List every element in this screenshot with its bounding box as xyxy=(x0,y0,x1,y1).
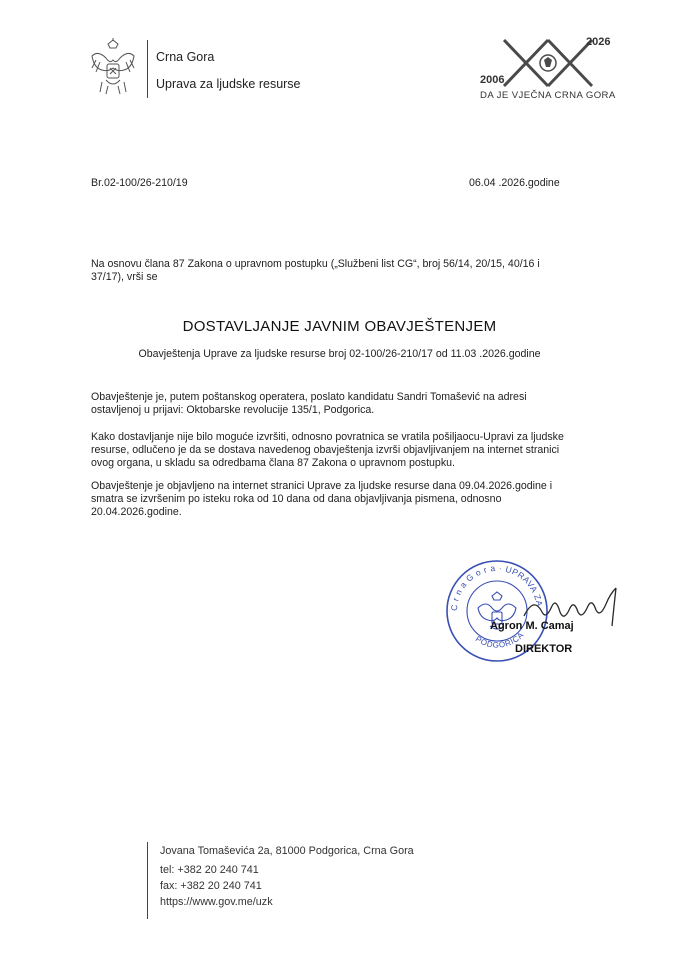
anniversary-year-end: 2026 xyxy=(586,36,611,48)
paragraph-line: Kako dostavljanje nije bilo moguće izvršiti, odnosno povratnica se vratila pošiljaocu-Upravi za ljudske xyxy=(91,431,564,443)
intro-line-1: Na osnovu člana 87 Zakona o upravnom postupku („Službeni list CG“, broj 56/14, 20/15, 40/16 i xyxy=(91,258,540,270)
document-title: DOSTAVLJANJE JAVNIM OBAVJEŠTENJEM xyxy=(182,318,497,335)
anniversary-year-start: 2006 xyxy=(480,74,505,86)
intro-line-2: 37/17), vrši se xyxy=(91,271,158,284)
svg-text:C r n a G o r a · UPRAVA ZA L: C r n a G o r a · UPRAVA ZA xyxy=(448,562,545,612)
paragraph-line: Obavještenje je objavljeno na internet stranici Uprave za ljudske resurse dana 09.04.2026.godine i xyxy=(91,480,553,492)
paragraph-line: Obavještenje je, putem poštanskog operatera, poslato kandidatu Sandri Tomašević na adresi xyxy=(91,391,527,403)
svg-text:PODGORICA: PODGORICA xyxy=(473,630,526,650)
paragraph-3 xyxy=(91,480,611,520)
paragraph-line: ostavljenoj u prijavi: Oktobarske revolucije 135/1, Podgorica. xyxy=(91,404,375,417)
footer-contact xyxy=(160,843,414,910)
document-subtitle: Obavještenja Uprave za ljudske resurse broj 02-100/26-210/17 od 11.03 .2026.godine xyxy=(138,348,541,360)
signatory-role: DIREKTOR xyxy=(515,643,573,655)
footer-tel: tel: +382 20 240 741 xyxy=(160,864,259,876)
paragraph-line: ovog organa, u skladu sa odredbama člana 87 Zakona o upravnom postupku. xyxy=(91,457,455,470)
anniversary-slogan: DA JE VJEČNA CRNA GORA xyxy=(480,90,616,101)
paragraph-line: resurse, odlučeno je da se dostava navedenog obavještenja izvrši objavljivanjem na internet stranici xyxy=(91,444,560,457)
header-divider xyxy=(147,40,148,98)
paragraph-1 xyxy=(91,391,611,417)
coat-of-arms xyxy=(88,38,138,96)
paragraph-2 xyxy=(91,431,611,471)
country-name: Crna Gora xyxy=(156,50,215,64)
signatory-name: Agron M. Camaj xyxy=(490,620,574,632)
montenegro-coat-of-arms-icon xyxy=(88,38,138,96)
footer-web-link[interactable]: https://www.gov.me/uzk xyxy=(160,896,273,908)
paragraph-line: 20.04.2026.godine. xyxy=(91,506,182,519)
footer-fax: fax: +382 20 240 741 xyxy=(160,880,262,892)
footer-divider xyxy=(147,842,148,919)
institution-name: Uprava za ljudske resurse xyxy=(156,77,301,91)
reference-number: Br.02-100/26-210/19 xyxy=(91,177,188,189)
intro-text xyxy=(91,258,611,284)
document-date: 06.04 .2026.godine xyxy=(469,177,560,189)
paragraph-line: smatra se izvršenim po isteku roka od 10 dana od dana objavljivanja pismena, odnosno xyxy=(91,493,502,506)
footer-address: Jovana Tomaševića 2a, 81000 Podgorica, Crna Gora xyxy=(160,845,414,857)
anniversary-emblem xyxy=(478,30,618,110)
